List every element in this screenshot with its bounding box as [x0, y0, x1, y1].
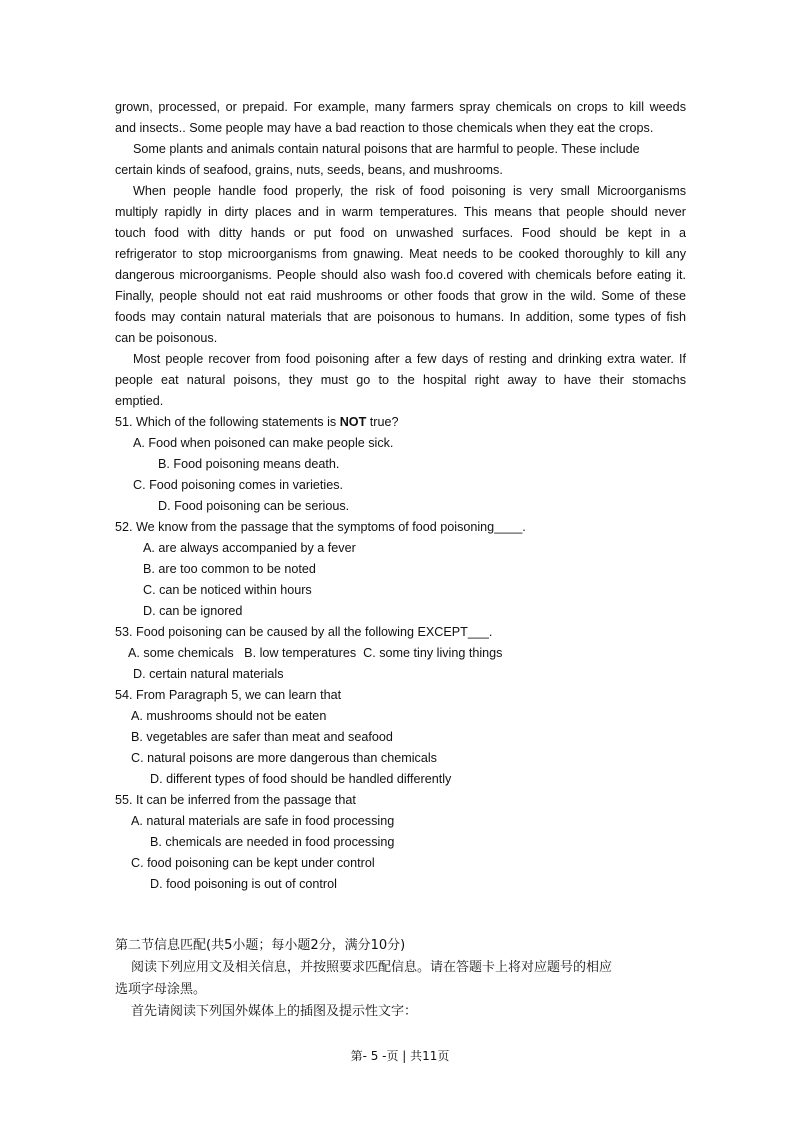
question-stem: 54. From Paragraph 5, we can learn that: [115, 688, 342, 702]
passage-line: touch food with ditty hands or put food on unwashed surfaces. Food should be kept in a: [115, 226, 686, 240]
passage-line: Most people recover from food poisoning after a few days of resting and drinking extra water. If: [133, 352, 686, 366]
question-stem: 52. We know from the passage that the symptoms of food poisoning____.: [115, 520, 526, 534]
option-d: D. food poisoning is out of control: [150, 877, 337, 891]
section-title: 第二节信息匹配(共5小题；每小题2分，满分10分): [115, 938, 406, 953]
section-instruction: 选项字母涂黑。: [115, 982, 207, 997]
option-c: C. food poisoning can be kept under control: [131, 856, 375, 870]
option-a: A. mushrooms should not be eaten: [131, 709, 327, 723]
passage-line: refrigerator to stop microorganisms from gnawing. Meat needs to be cooked thoroughly to kill any: [115, 247, 686, 261]
question-stem: [115, 412, 686, 433]
stem-text: 51. Which of the following statements is: [115, 415, 340, 429]
question-stem: 55. It can be inferred from the passage that: [115, 793, 356, 807]
option-d: D. different types of food should be handled differently: [150, 772, 452, 786]
passage-line: When people handle food properly, the risk of food poisoning is very small Microorganisms: [133, 184, 686, 198]
option-a: A. are always accompanied by a fever: [143, 541, 356, 555]
passage-line: grown, processed, or prepaid. For example, many farmers spray chemicals on crops to kill weeds: [115, 100, 686, 114]
option-c: C. natural poisons are more dangerous than chemicals: [131, 751, 437, 765]
passage-line: multiply rapidly in dirty places and in warm temperatures. This means that people should never: [115, 205, 686, 219]
passage-line: people eat natural poisons, they must go to the hospital right away to have their stomachs: [115, 373, 686, 387]
option-c: C. can be noticed within hours: [143, 583, 312, 597]
options-abc: A. some chemicals B. low temperatures C. some tiny living things: [128, 646, 503, 660]
option-a: A. Food when poisoned can make people sick.: [133, 436, 394, 450]
passage-line: emptied.: [115, 394, 164, 408]
option-b: B. Food poisoning means death.: [158, 457, 340, 471]
option-b: B. vegetables are safer than meat and seafood: [131, 730, 393, 744]
passage-line: certain kinds of seafood, grains, nuts, seeds, beans, and mushrooms.: [115, 163, 503, 177]
page-footer: 第- 5 -页 | 共11页: [350, 1049, 450, 1063]
passage-line: Finally, people should not eat raid mushrooms or other foods that grow in the wild. Some of these: [115, 289, 686, 303]
option-b: B. are too common to be noted: [143, 562, 316, 576]
section-instruction: 首先请阅读下列国外媒体上的插图及提示性文字：: [131, 1004, 418, 1019]
option-d: D. can be ignored: [143, 604, 243, 618]
passage-line: foods may contain natural materials that are poisonous to humans. In addition, some types of fish: [115, 310, 686, 324]
option-d: D. certain natural materials: [133, 667, 284, 681]
passage-line: and insects.. Some people may have a bad reaction to those chemicals when they eat the crops.: [115, 121, 654, 135]
option-a: A. natural materials are safe in food processing: [131, 814, 395, 828]
passage-line: can be poisonous.: [115, 331, 218, 345]
option-c: C. Food poisoning comes in varieties.: [133, 478, 343, 492]
section-instruction: 阅读下列应用文及相关信息，并按照要求匹配信息。请在答题卡上将对应题号的相应: [131, 960, 613, 975]
passage-line: Some plants and animals contain natural poisons that are harmful to people. These include: [133, 142, 640, 156]
stem-text: true?: [366, 415, 399, 429]
question-stem: 53. Food poisoning can be caused by all the following EXCEPT___.: [115, 625, 493, 639]
option-b: B. chemicals are needed in food processing: [150, 835, 395, 849]
option-d: D. Food poisoning can be serious.: [158, 499, 350, 513]
stem-emphasis: NOT: [339, 415, 367, 429]
passage-line: dangerous microorganisms. People should also wash foo.d covered with chemicals before eating it.: [115, 268, 686, 282]
